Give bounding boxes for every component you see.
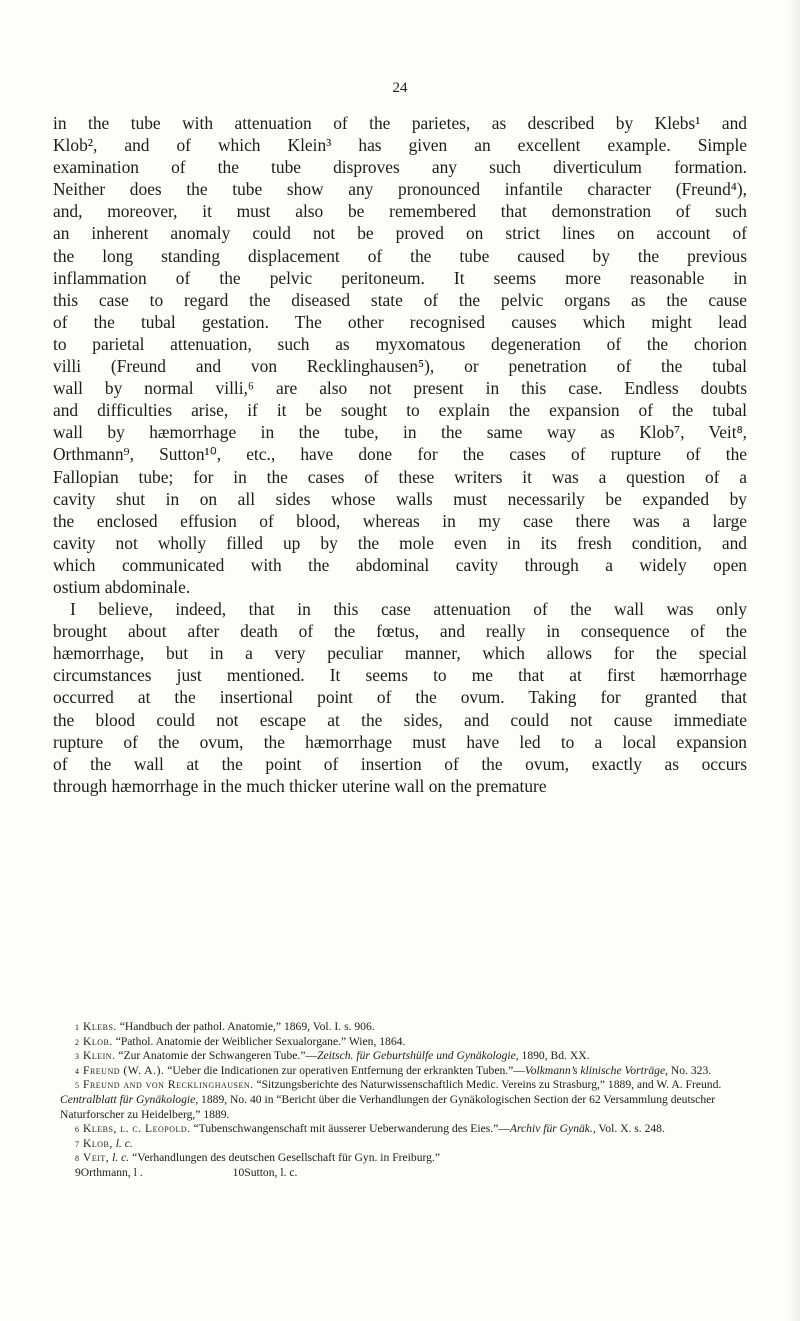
- text-line: I believe, indeed, that in this case attenuation of the wall was only: [70, 599, 747, 620]
- text-line: Neither does the tube show any pronounced infantile character (Freund⁴),: [53, 179, 747, 200]
- text-line: wall by normal villi,⁶ are also not present in this case. Endless doubts: [53, 378, 747, 399]
- text-line: to parietal attenuation, such as myxomatous degeneration of the chorion: [53, 333, 747, 354]
- footnote-number: 5: [75, 1081, 79, 1091]
- text-line: ostium abdominale.: [53, 576, 191, 597]
- text-line: wall by hæmorrhage in the tube, in the same way as Klob⁷, Veit⁸,: [53, 422, 747, 443]
- paragraph-1: [53, 112, 747, 598]
- text-line: an inherent anomaly could not be proved on strict lines on account of: [53, 223, 747, 244]
- text-line: this case to regard the diseased state of the pelvic organs as the cause: [53, 289, 747, 310]
- footnote-number: 10: [232, 1165, 245, 1179]
- text-line: villi (Freund and von Recklinghausen⁵), or penetration of the tubal: [53, 356, 747, 377]
- footnote-author: Veit,: [83, 1151, 110, 1165]
- footnote-author: Orthmann,: [80, 1165, 131, 1179]
- footnote-tail: No. 323.: [668, 1063, 712, 1077]
- text-line: examination of the tube disproves any such diverticulum formation.: [53, 157, 747, 178]
- footnote-source: l. c.: [115, 1136, 133, 1150]
- footnote-source: l. c.: [112, 1151, 130, 1165]
- footnote-number: 2: [75, 1037, 79, 1047]
- footnote-tail: 1890, Bd. XX.: [518, 1049, 590, 1063]
- text-line: the long standing displacement of the tube caused by the previous: [53, 245, 747, 266]
- text-line: cavity not wholly filled up by the mole even in its fresh condition, and: [53, 532, 747, 553]
- footnote-text: “Ueber die Indicationen zur operativen Entfernung der erkrankten Tuben.”—: [167, 1063, 525, 1077]
- text-line: Orthmann⁹, Sutton¹⁰, etc., have done for the cases of rupture of the: [53, 444, 748, 465]
- footnote-author: Freund (W. A.).: [83, 1063, 165, 1077]
- footnote-author: Freund and von Recklinghausen.: [83, 1078, 254, 1092]
- text-line: and, moreover, it must also be remembered that demonstration of such: [53, 201, 747, 222]
- footnote: [60, 1122, 748, 1137]
- footnote-text: “Pathol. Anatomie der Weiblicher Sexualorgane.” Wien, 1864.: [115, 1034, 406, 1048]
- text-line: through hæmorrhage in the much thicker uterine wall on the premature: [53, 775, 547, 796]
- footnote: [60, 1151, 748, 1166]
- footnote-number: 3: [75, 1052, 79, 1062]
- footnote-tail: Vol. X. s. 248.: [595, 1122, 665, 1136]
- footnote-author: Klob,: [83, 1136, 113, 1150]
- page-edge-shadow: [788, 0, 800, 1321]
- footnote-author: Klein.: [83, 1049, 116, 1063]
- footnote-author: Klebs, l. c. Leopold.: [83, 1122, 191, 1136]
- body-text: [53, 112, 747, 797]
- footnote-source: Volkmann’s klinische Vorträge,: [524, 1063, 668, 1077]
- footnote-source: l. c.: [280, 1165, 298, 1179]
- footnote-text: “Zur Anatomie der Schwangeren Tube.”—: [118, 1049, 318, 1063]
- footnote-tail: “Verhandlungen des deutschen Gesellschaft für Gyn. in Freiburg.”: [129, 1151, 440, 1165]
- footnote-pair: [60, 1166, 748, 1181]
- text-line: and difficulties arise, if it be sought to explain the expansion of the tubal: [53, 400, 747, 421]
- footnote: [233, 1166, 298, 1181]
- footnotes: [60, 1020, 748, 1181]
- text-line: circumstances just mentioned. It seems to me that at first hæmorrhage: [53, 665, 747, 686]
- footnote-author: Sutton,: [244, 1165, 278, 1179]
- footnote-number: 7: [75, 1139, 79, 1149]
- text-line: Klob², and of which Klein³ has given an excellent example. Simple: [53, 135, 747, 156]
- footnote-source: Zeitsch. für Geburtshülfe und Gynäkologie,: [317, 1049, 519, 1063]
- text-line: hæmorrhage, but in a very peculiar manner, which allows for the special: [53, 643, 747, 664]
- footnote-text: “Tubenschwangenschaft mit äusserer Ueberwanderung des Eies.”—: [193, 1122, 510, 1136]
- footnote-author: Klebs.: [83, 1020, 117, 1033]
- text-line: of the wall at the point of insertion of the ovum, exactly as occurs: [53, 753, 747, 774]
- footnote-source: Centralblatt für Gynäkologie,: [60, 1092, 199, 1106]
- text-line: rupture of the ovum, the hæmorrhage must have led to a local expansion: [53, 731, 747, 752]
- text-line: brought about after death of the fœtus, and really in consequence of the: [53, 621, 747, 642]
- footnote-number: 6: [75, 1125, 79, 1135]
- footnote-number: 4: [75, 1066, 79, 1076]
- paragraph-2: [53, 598, 747, 797]
- text-line: of the tubal gestation. The other recognised causes which might lead: [53, 311, 747, 332]
- footnote: [60, 1064, 748, 1079]
- text-line: in the tube with attenuation of the parietes, as described by Klebs¹ and: [53, 113, 747, 133]
- footnote-number: 8: [75, 1154, 79, 1164]
- footnote-source: l: [133, 1165, 137, 1179]
- text-line: occurred at the insertional point of the ovum. Taking for granted that: [53, 687, 747, 708]
- footnote-text: “Handbuch der pathol. Anatomie,” 1869, Vol. I. s. 906.: [119, 1020, 375, 1033]
- footnote: [60, 1078, 748, 1122]
- footnote: [60, 1035, 748, 1050]
- text-line: the enclosed effusion of blood, whereas in my case there was a large: [53, 510, 747, 531]
- footnote-tail: .: [136, 1165, 143, 1179]
- text-line: cavity shut in on all sides whose walls must necessarily be expanded by: [53, 488, 747, 509]
- text-line: which communicated with the abdominal cavity through a widely open: [53, 554, 747, 575]
- footnote-number: 1: [75, 1023, 79, 1032]
- footnote-tail: 1889, No. 40 in “Bericht über die Verhandlungen der Gynäkologischen Section der 62 Versammlung deutscher Naturforscher zu Heidelberg,” 1889.: [60, 1092, 716, 1121]
- page-number: 24: [392, 80, 408, 96]
- footnote-text: “Sitzungsberichte des Naturwissenschaftlich Medic. Vereins zu Strasburg,” 1889, and W. A. Freund.: [256, 1078, 722, 1092]
- text-line: inflammation of the pelvic peritoneum. It seems more reasonable in: [53, 267, 747, 288]
- text-line: Fallopian tube; for in the cases of these writers it was a question of a: [53, 466, 747, 487]
- footnote-number: 9: [75, 1165, 81, 1179]
- footnote-author: Klob.: [83, 1034, 113, 1048]
- footnote: [60, 1020, 748, 1035]
- footnote-source: Archiv für Gynäk.,: [509, 1122, 596, 1136]
- footnote: [60, 1137, 748, 1152]
- footnote: [60, 1049, 748, 1064]
- text-line: the blood could not escape at the sides, and could not cause immediate: [53, 709, 747, 730]
